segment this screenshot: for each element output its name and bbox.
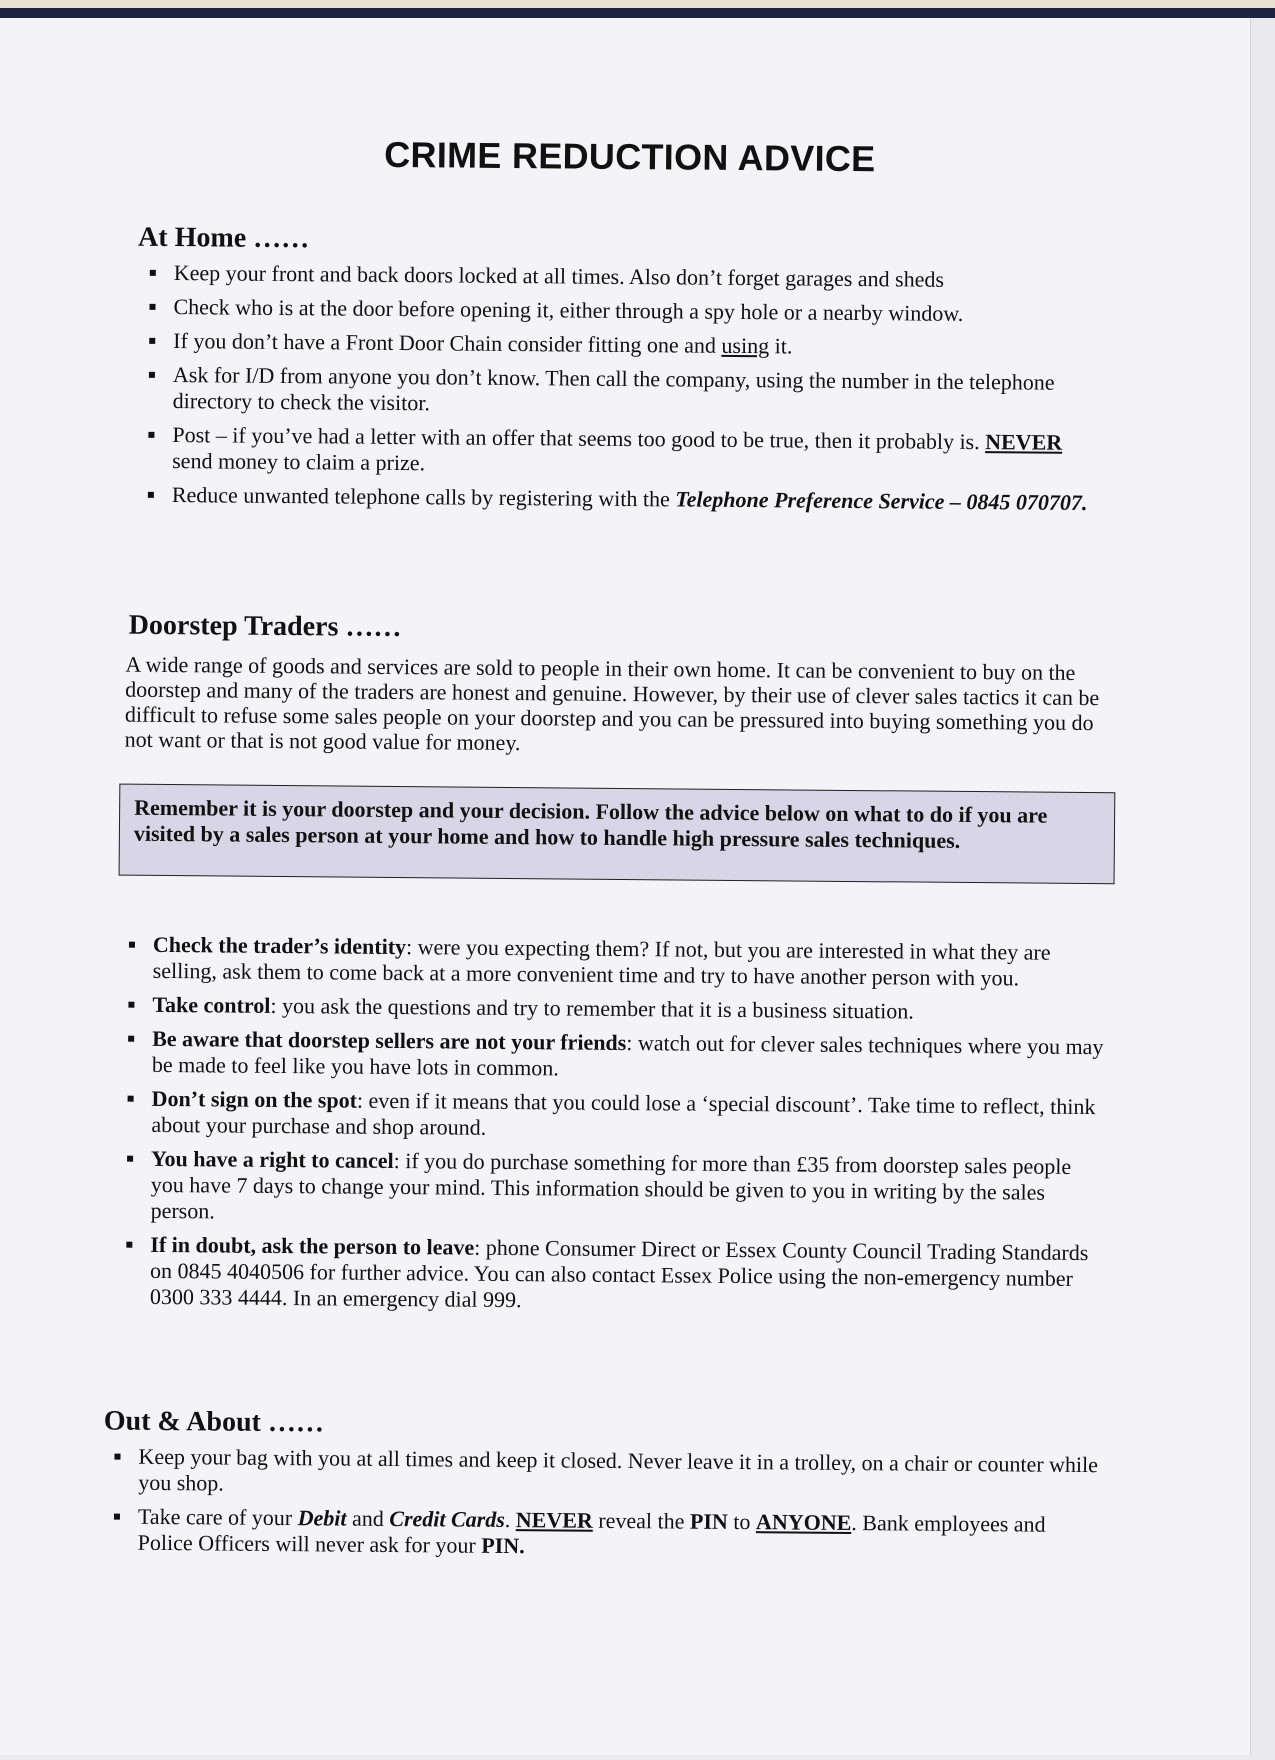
list-item: Check who is at the door before opening it, either through a spy hole or a nearby window. bbox=[173, 294, 1093, 328]
heading-doorstep-traders: Doorstep Traders …… bbox=[128, 609, 402, 644]
doorstep-list bbox=[150, 932, 1108, 1318]
list-item bbox=[138, 1504, 1098, 1564]
item-text: to bbox=[727, 1508, 757, 1535]
advice-title: Be aware that doorstep sellers are not your friends bbox=[152, 1025, 627, 1056]
item-text: . Bank employees and Police Officers will never ask for your bbox=[137, 1510, 1046, 1558]
item-text: . bbox=[504, 1506, 516, 1533]
credit-emphasis: Credit Cards bbox=[389, 1505, 505, 1532]
doorstep-advice bbox=[0, 931, 1248, 1320]
pin-emphasis: PIN. bbox=[481, 1532, 525, 1559]
list-item bbox=[173, 328, 1093, 362]
list-item bbox=[153, 932, 1108, 992]
advice-title: If in doubt, ask the person to leave bbox=[150, 1231, 475, 1260]
section-doorstep-traders bbox=[0, 609, 1251, 762]
section-out-about bbox=[0, 1405, 1244, 1566]
debit-emphasis: Debit bbox=[297, 1505, 347, 1531]
item-text: Reduce unwanted telephone calls by registering with the bbox=[171, 482, 676, 512]
item-text: send money to claim a prize. bbox=[172, 448, 426, 476]
list-item: Keep your bag with you at all times and keep it closed. Never leave it in a trolley, on a chair or counter while you shop. bbox=[138, 1444, 1098, 1504]
advice-text: : even if it means that you could lose a ‘special discount’. Take time to reflect, think about your purchase and shop around. bbox=[151, 1087, 1096, 1140]
list-item: Keep your front and back doors locked at all times. Also don’t forget garages and sheds bbox=[174, 260, 1094, 294]
item-text: reveal the bbox=[592, 1507, 691, 1534]
doorstep-paragraph: A wide range of goods and services are sold to people in their own home. It can be convenient to buy on the doorstep and many of the traders are honest and genuine. However, by their use of clever sales tactics it can be difficult to refuse some sales people on your doorstep and you can be pressured into buying something you do not want or that is not good value for money. bbox=[124, 651, 1100, 756]
advice-title: You have a right to cancel bbox=[150, 1145, 394, 1173]
anyone-emphasis: ANYONE bbox=[755, 1509, 852, 1536]
out-about-list bbox=[138, 1444, 1099, 1564]
item-text: and bbox=[346, 1505, 390, 1531]
section-at-home bbox=[2, 221, 1254, 518]
list-item bbox=[152, 992, 1107, 1026]
item-text: Take care of your bbox=[137, 1503, 298, 1531]
advice-title: Don’t sign on the spot bbox=[151, 1085, 358, 1113]
list-item bbox=[151, 1146, 1107, 1232]
list-item bbox=[172, 422, 1092, 482]
never-emphasis: NEVER bbox=[985, 429, 1063, 455]
notice-box: Remember it is your doorstep and your decision. Follow the advice below on what to do if you are visited by a sales person at your home and how to handle high pressure sales techniques. bbox=[119, 784, 1116, 885]
advice-text: : you ask the questions and try to remember that it is a business situation. bbox=[270, 992, 914, 1024]
tps-emphasis: Telephone Preference Service – 0845 070707. bbox=[675, 486, 1088, 516]
list-item bbox=[151, 1086, 1106, 1146]
advice-text: : if you do purchase something for more than £35 from doorstep sales people you have 7 days to change your mind. This information should be given to you in writing by the sales person. bbox=[150, 1147, 1072, 1224]
list-item: Ask for I/D from anyone you don’t know. Then call the company, using the number in the telephone directory to check the visitor. bbox=[173, 362, 1093, 422]
underlined-word: using bbox=[721, 332, 770, 359]
advice-text: : were you expecting them? If not, but you are interested in what they are selling, ask them to come back at a more convenient time and try to have another person with you. bbox=[152, 934, 1051, 991]
never-emphasis: NEVER bbox=[515, 1507, 593, 1533]
pin-emphasis: PIN bbox=[689, 1508, 728, 1534]
item-text: If you don’t have a Front Door Chain consider fitting one and bbox=[173, 328, 722, 358]
page-title: CRIME REDUCTION ADVICE bbox=[384, 133, 876, 180]
advice-title: Check the trader’s identity bbox=[152, 931, 407, 960]
document-sheet bbox=[0, 18, 1251, 1755]
heading-at-home: At Home …… bbox=[137, 221, 310, 255]
item-text: it. bbox=[769, 333, 793, 359]
list-item bbox=[150, 1232, 1106, 1318]
advice-title: Take control bbox=[152, 991, 271, 1018]
heading-out-about: Out & About …… bbox=[103, 1405, 325, 1439]
advice-text: : watch out for clever sales techniques where you may be made to feel like you have lots in common. bbox=[151, 1030, 1104, 1081]
advice-text: : phone Consumer Direct or Essex County Council Trading Standards on 0845 4040506 for further advice. You can also contact Essex Police using the non-emergency number 0300 333 4444. In an emergency dial 999. bbox=[149, 1234, 1089, 1313]
list-item bbox=[152, 1026, 1107, 1086]
page-content bbox=[0, 13, 1256, 1760]
at-home-list bbox=[172, 260, 1094, 516]
scan-top-edge bbox=[0, 0, 1275, 8]
list-item bbox=[172, 482, 1092, 516]
item-text: Post – if you’ve had a letter with an offer that seems too good to be true, then it probably is. bbox=[172, 422, 986, 455]
